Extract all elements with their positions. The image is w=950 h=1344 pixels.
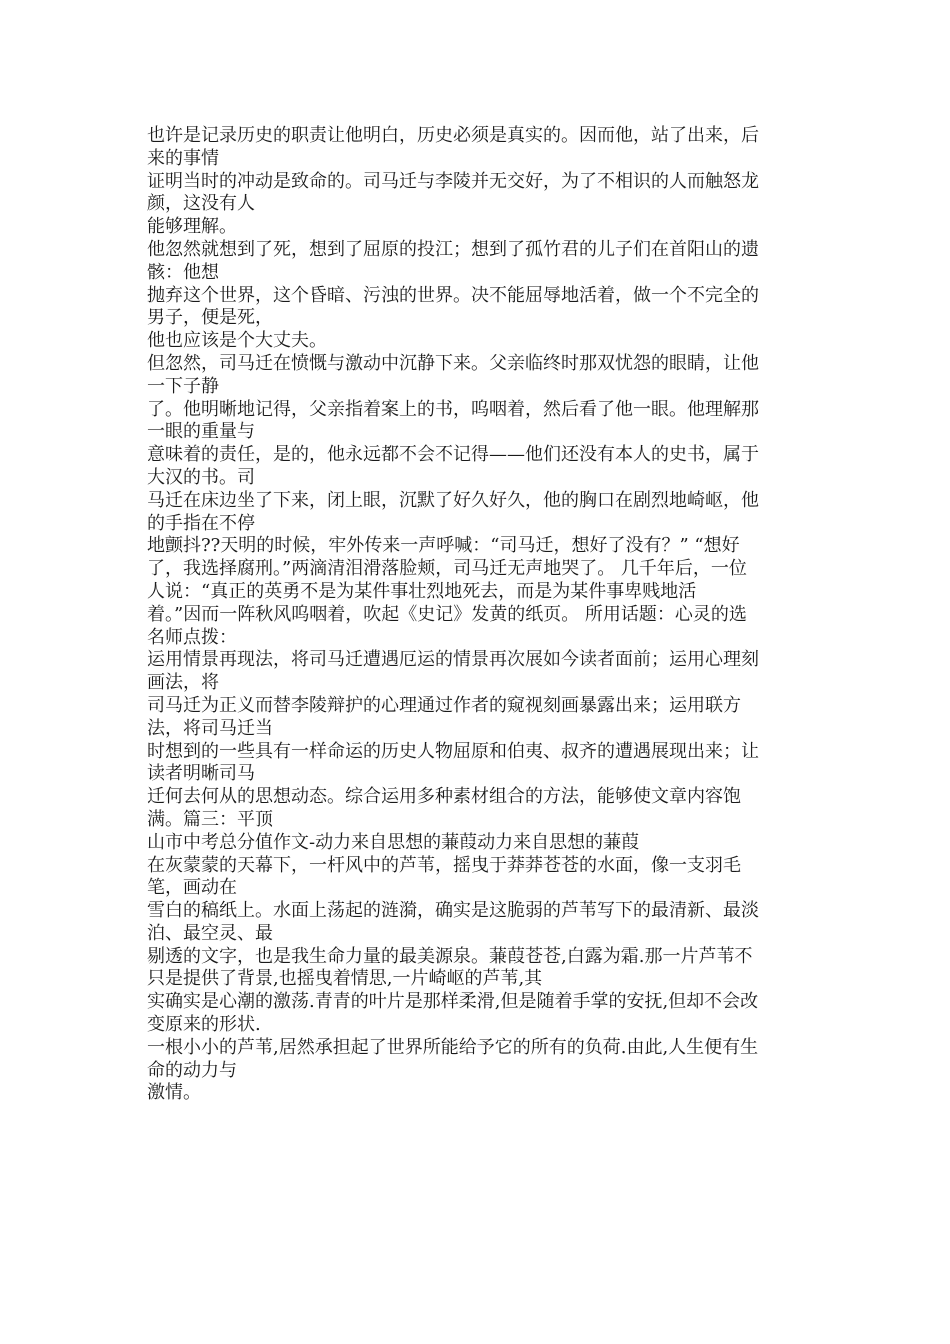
text-line: 法，将司马迁当 <box>147 717 273 739</box>
text-line: 变原来的形状. <box>147 1014 261 1036</box>
text-line: 抛弃这个世界，这个昏暗、污浊的世界。决不能屈辱地活着，做一个不完全的 <box>147 284 759 306</box>
text-line: 骸：他想 <box>147 261 219 283</box>
text-line: 笔，画动在 <box>147 877 237 899</box>
text-line: 一根小小的芦苇,居然承担起了世界所能给予它的所有的负荷.由此,人生便有生 <box>147 1036 759 1058</box>
text-line: 了，我选择腐刑。”两滴清泪滑落脸颊，司马迁无声地哭了。 几千年后，一位 <box>147 558 747 580</box>
text-line: 满。篇三：平顶 <box>147 808 273 830</box>
text-line: 司马迁为正义而替李陵辩护的心理通过作者的窥视刻画暴露出来；运用联方 <box>147 694 741 716</box>
text-line: 运用情景再现法，将司马迁遭遇厄运的情景再次展如今读者面前；运用心理刻 <box>147 649 759 671</box>
text-line: 迁何去何从的思想动态。综合运用多种素材组合的方法，能够使文章内容饱 <box>147 786 741 808</box>
text-line: 颜，这没有人 <box>147 193 255 215</box>
text-line: 雪白的稿纸上。水面上荡起的涟漪，确实是这脆弱的芦苇写下的最清新、最淡 <box>147 900 759 922</box>
text-line: 能够理解。 <box>147 216 237 238</box>
text-line: 的手指在不停 <box>147 512 255 534</box>
text-line: 只是提供了背景,也摇曳着情思,一片崎岖的芦苇,其 <box>147 968 543 990</box>
text-line: 了。他明晰地记得，父亲指着案上的书，呜咽着，然后看了他一眼。他理解那 <box>147 398 759 420</box>
text-line: 命的动力与 <box>147 1059 237 1081</box>
text-line: 一下子静 <box>147 375 219 397</box>
text-line: 剔透的文字，也是我生命力量的最美源泉。蒹葭苍苍,白露为霜.那一片芦苇不 <box>147 945 753 967</box>
text-line: 山市中考总分值作文-动力来自思想的蒹葭动力来自思想的蒹葭 <box>147 831 640 853</box>
text-line: 来的事情 <box>147 147 219 169</box>
text-line: 一眼的重量与 <box>147 421 255 443</box>
text-line: 他也应该是个大丈夫。 <box>147 330 327 352</box>
text-line: 着。”因而一阵秋风呜咽着，吹起《史记》发黄的纸页。 所用话题：心灵的选 <box>147 603 747 625</box>
text-line: 读者明晰司马 <box>147 763 255 785</box>
text-line: 激情。 <box>147 1082 201 1104</box>
text-line: 意味着的责任，是的，他永远都不会不记得——他们还没有本人的史书，属于 <box>147 444 759 466</box>
text-line: 泊、最空灵、最 <box>147 922 273 944</box>
text-line: 实确实是心潮的激荡.青青的叶片是那样柔滑,但是随着手掌的安抚,但却不会改 <box>147 991 759 1013</box>
text-line: 证明当时的冲动是致命的。司马迁与李陵并无交好，为了不相识的人而触怒龙 <box>147 170 759 192</box>
text-line: 人说：“真正的英勇不是为某件事壮烈地死去，而是为某件事卑贱地活 <box>147 580 697 602</box>
text-line: 他忽然就想到了死，想到了屈原的投江；想到了孤竹君的儿子们在首阳山的遗 <box>147 238 759 260</box>
text-line: 但忽然，司马迁在愤慨与激动中沉静下来。父亲临终时那双忧怨的眼睛，让他 <box>147 352 759 374</box>
text-line: 马迁在床边坐了下来，闭上眼，沉默了好久好久，他的胸口在剧烈地崎岖，他 <box>147 489 759 511</box>
text-line: 大汉的书。司 <box>147 466 255 488</box>
text-line: 也许是记录历史的职责让他明白，历史必须是真实的。因而他，站了出来，后 <box>147 125 759 146</box>
text-line: 名师点拨： <box>147 626 237 648</box>
text-line: 画法，将 <box>147 672 219 694</box>
text-line: 时想到的一些具有一样命运的历史人物屈原和伯夷、叔齐的遭遇展现出来；让 <box>147 740 759 762</box>
text-line: 男子，便是死， <box>147 307 273 329</box>
text-line: 在灰蒙蒙的天幕下，一杆风中的芦苇，摇曳于莽莽苍苍的水面，像一支羽毛 <box>147 854 741 876</box>
document-body <box>147 125 807 1105</box>
text-line: 地颤抖??天明的时候，牢外传来一声呼喊：“司马迁，想好了没有？” “想好 <box>147 535 740 557</box>
